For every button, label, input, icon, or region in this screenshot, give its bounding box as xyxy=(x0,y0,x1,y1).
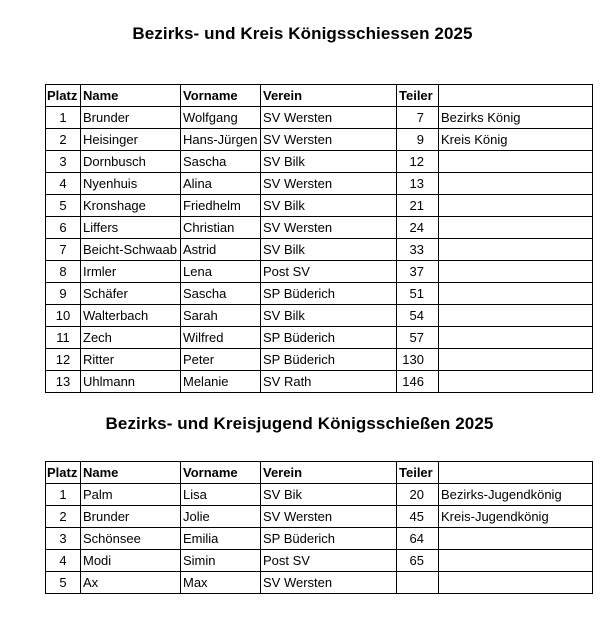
cell-note xyxy=(439,572,593,594)
cell-vorname: Alina xyxy=(181,173,261,195)
table-row xyxy=(46,151,593,173)
cell-name: Kronshage xyxy=(81,195,181,217)
cell-teiler: 12 xyxy=(397,151,439,173)
cell-vorname: Sascha xyxy=(181,283,261,305)
cell-verein: SV Wersten xyxy=(261,129,397,151)
cell-teiler: 13 xyxy=(397,173,439,195)
cell-verein: SV Wersten xyxy=(261,217,397,239)
cell-note xyxy=(439,239,593,261)
youth-results-table xyxy=(45,461,593,594)
cell-note: Kreis König xyxy=(439,129,593,151)
cell-teiler: 20 xyxy=(397,484,439,506)
cell-name: Ax xyxy=(81,572,181,594)
cell-vorname: Wilfred xyxy=(181,327,261,349)
table-row xyxy=(46,305,593,327)
header-platz: Platz xyxy=(46,462,81,484)
cell-name: Brunder xyxy=(81,506,181,528)
cell-vorname: Hans-Jürgen xyxy=(181,129,261,151)
table-row xyxy=(46,349,593,371)
header-platz: Platz xyxy=(46,85,81,107)
cell-platz: 4 xyxy=(46,173,81,195)
cell-verein: SV Bilk xyxy=(261,195,397,217)
cell-verein: SP Büderich xyxy=(261,283,397,305)
table-row xyxy=(46,107,593,129)
cell-name: Heisinger xyxy=(81,129,181,151)
cell-platz: 12 xyxy=(46,349,81,371)
cell-note xyxy=(439,550,593,572)
cell-vorname: Simin xyxy=(181,550,261,572)
cell-note xyxy=(439,305,593,327)
cell-platz: 5 xyxy=(46,572,81,594)
cell-name: Brunder xyxy=(81,107,181,129)
cell-teiler: 57 xyxy=(397,327,439,349)
cell-teiler: 24 xyxy=(397,217,439,239)
cell-name: Dornbusch xyxy=(81,151,181,173)
table-row xyxy=(46,572,593,594)
cell-platz: 7 xyxy=(46,239,81,261)
cell-teiler: 9 xyxy=(397,129,439,151)
cell-name: Nyenhuis xyxy=(81,173,181,195)
cell-name: Beicht-Schwaab xyxy=(81,239,181,261)
cell-verein: SV Bik xyxy=(261,484,397,506)
cell-note xyxy=(439,327,593,349)
cell-vorname: Melanie xyxy=(181,371,261,393)
cell-platz: 3 xyxy=(46,151,81,173)
cell-verein: SV Bilk xyxy=(261,305,397,327)
cell-name: Walterbach xyxy=(81,305,181,327)
table-row xyxy=(46,484,593,506)
cell-verein: SV Wersten xyxy=(261,173,397,195)
cell-note: Bezirks-Jugendkönig xyxy=(439,484,593,506)
cell-verein: SV Bilk xyxy=(261,239,397,261)
cell-vorname: Emilia xyxy=(181,528,261,550)
cell-vorname: Max xyxy=(181,572,261,594)
main-table-title: Bezirks- und Kreis Königsschiessen 2025 xyxy=(132,24,473,43)
cell-platz: 4 xyxy=(46,550,81,572)
table-row xyxy=(46,173,593,195)
table-row xyxy=(46,371,593,393)
cell-teiler: 64 xyxy=(397,528,439,550)
cell-note xyxy=(439,528,593,550)
cell-note xyxy=(439,195,593,217)
cell-note: Kreis-Jugendkönig xyxy=(439,506,593,528)
table-row xyxy=(46,283,593,305)
cell-name: Zech xyxy=(81,327,181,349)
table-row xyxy=(46,550,593,572)
cell-platz: 6 xyxy=(46,217,81,239)
cell-platz: 1 xyxy=(46,484,81,506)
table-row xyxy=(46,217,593,239)
cell-platz: 10 xyxy=(46,305,81,327)
cell-teiler: 130 xyxy=(397,349,439,371)
cell-verein: SP Büderich xyxy=(261,528,397,550)
cell-vorname: Sascha xyxy=(181,151,261,173)
header-name: Name xyxy=(81,85,181,107)
main-results-table xyxy=(45,84,593,393)
cell-name: Ritter xyxy=(81,349,181,371)
header-note xyxy=(439,85,593,107)
cell-teiler: 65 xyxy=(397,550,439,572)
header-teiler: Teiler xyxy=(397,462,439,484)
header-verein: Verein xyxy=(261,85,397,107)
cell-name: Liffers xyxy=(81,217,181,239)
header-verein: Verein xyxy=(261,462,397,484)
table-header-row xyxy=(46,85,593,107)
cell-vorname: Lena xyxy=(181,261,261,283)
cell-platz: 11 xyxy=(46,327,81,349)
cell-name: Modi xyxy=(81,550,181,572)
cell-note xyxy=(439,261,593,283)
cell-platz: 1 xyxy=(46,107,81,129)
cell-vorname: Jolie xyxy=(181,506,261,528)
table-row xyxy=(46,506,593,528)
cell-platz: 8 xyxy=(46,261,81,283)
cell-platz: 2 xyxy=(46,506,81,528)
cell-verein: SV Wersten xyxy=(261,506,397,528)
cell-note xyxy=(439,217,593,239)
cell-name: Schäfer xyxy=(81,283,181,305)
cell-platz: 3 xyxy=(46,528,81,550)
cell-note xyxy=(439,173,593,195)
cell-teiler: 33 xyxy=(397,239,439,261)
table-row xyxy=(46,195,593,217)
cell-teiler: 146 xyxy=(397,371,439,393)
cell-name: Uhlmann xyxy=(81,371,181,393)
header-vorname: Vorname xyxy=(181,462,261,484)
cell-verein: SP Büderich xyxy=(261,349,397,371)
cell-note xyxy=(439,371,593,393)
cell-name: Schönsee xyxy=(81,528,181,550)
cell-note xyxy=(439,283,593,305)
cell-vorname: Friedhelm xyxy=(181,195,261,217)
cell-teiler: 54 xyxy=(397,305,439,327)
cell-verein: SV Bilk xyxy=(261,151,397,173)
cell-vorname: Astrid xyxy=(181,239,261,261)
cell-teiler: 45 xyxy=(397,506,439,528)
cell-vorname: Peter xyxy=(181,349,261,371)
table-row xyxy=(46,327,593,349)
header-note xyxy=(439,462,593,484)
header-teiler: Teiler xyxy=(397,85,439,107)
table-row xyxy=(46,261,593,283)
cell-verein: SP Büderich xyxy=(261,327,397,349)
cell-platz: 9 xyxy=(46,283,81,305)
cell-note xyxy=(439,151,593,173)
cell-vorname: Sarah xyxy=(181,305,261,327)
cell-name: Irmler xyxy=(81,261,181,283)
cell-note xyxy=(439,349,593,371)
cell-name: Palm xyxy=(81,484,181,506)
header-name: Name xyxy=(81,462,181,484)
table-row xyxy=(46,129,593,151)
cell-platz: 13 xyxy=(46,371,81,393)
cell-verein: Post SV xyxy=(261,550,397,572)
cell-verein: Post SV xyxy=(261,261,397,283)
youth-table-title: Bezirks- und Kreisjugend Königsschießen 2025 xyxy=(105,414,494,433)
cell-teiler: 21 xyxy=(397,195,439,217)
cell-teiler: 37 xyxy=(397,261,439,283)
cell-teiler xyxy=(397,572,439,594)
table-header-row xyxy=(46,462,593,484)
cell-vorname: Lisa xyxy=(181,484,261,506)
table-row xyxy=(46,239,593,261)
header-vorname: Vorname xyxy=(181,85,261,107)
cell-platz: 2 xyxy=(46,129,81,151)
cell-platz: 5 xyxy=(46,195,81,217)
table-row xyxy=(46,528,593,550)
cell-verein: SV Rath xyxy=(261,371,397,393)
cell-verein: SV Wersten xyxy=(261,107,397,129)
cell-vorname: Christian xyxy=(181,217,261,239)
cell-teiler: 51 xyxy=(397,283,439,305)
cell-verein: SV Wersten xyxy=(261,572,397,594)
cell-vorname: Wolfgang xyxy=(181,107,261,129)
cell-note: Bezirks König xyxy=(439,107,593,129)
cell-teiler: 7 xyxy=(397,107,439,129)
